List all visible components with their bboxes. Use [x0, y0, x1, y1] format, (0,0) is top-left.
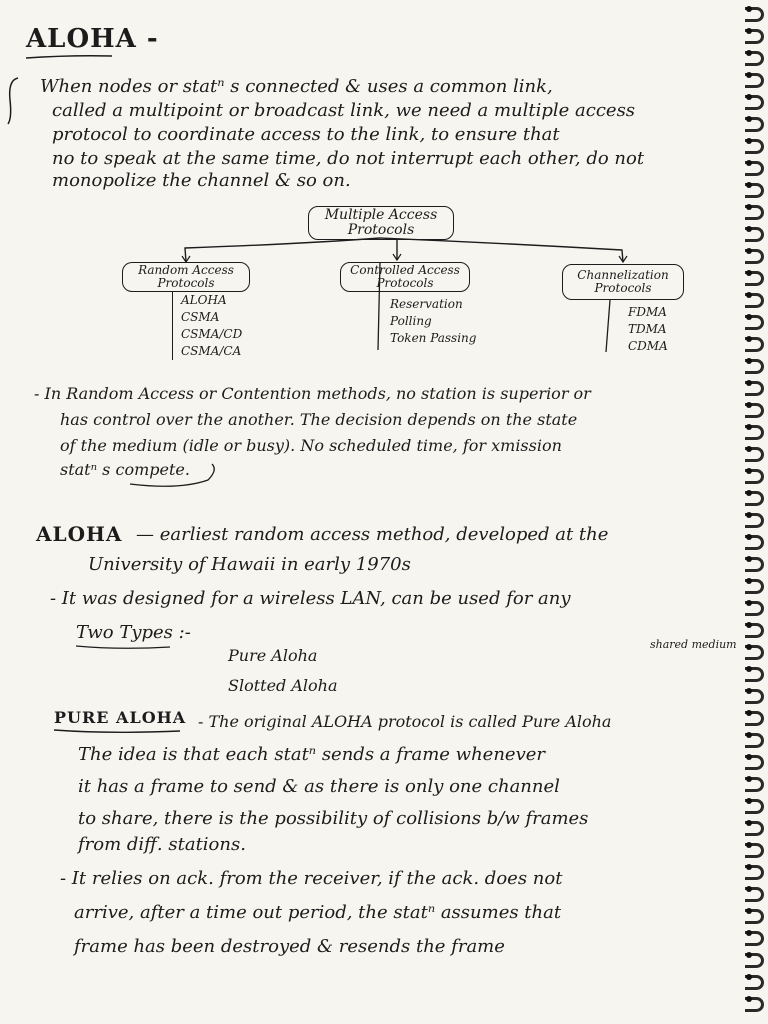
types-label: Two Types :-: [76, 622, 191, 643]
list-item: Token Passing: [390, 331, 477, 345]
list-item: ALOHA: [181, 293, 227, 307]
note-line: has control over the another. The decision depends on the state: [60, 410, 578, 429]
root-label-line1: Multiple Access: [324, 207, 438, 224]
root-label-line2: Protocols: [347, 222, 415, 238]
pure-line: The idea is that each statⁿ sends a frame whenever: [78, 744, 545, 765]
page-title: ALOHA -: [26, 24, 159, 54]
list-item: CDMA: [628, 339, 668, 353]
pure-line: it has a frame to send & as there is only one channel: [78, 776, 560, 797]
list-item: FDMA: [628, 305, 667, 319]
aloha-line: - It was designed for a wireless LAN, can be used for any: [50, 588, 571, 609]
list-item: Polling: [390, 314, 432, 328]
aloha-side-note: shared medium: [650, 638, 737, 651]
channel-title-line2: Protocols: [594, 281, 652, 295]
intro-line: monopolize the channel & so on.: [52, 170, 351, 191]
intro-line: When nodes or statⁿ s connected & uses a common link,: [40, 76, 553, 97]
list-item: CSMA/CD: [181, 327, 243, 341]
list-item: Reservation: [390, 297, 463, 311]
pure-line: - It relies on ack. from the receiver, if the ack. does not: [60, 868, 563, 889]
type-item: Pure Aloha: [228, 646, 318, 665]
note-line: statⁿ s compete.: [60, 460, 190, 479]
pure-line: from diff. stations.: [78, 834, 246, 855]
pure-line: to share, there is the possibility of collisions b/w frames: [78, 808, 589, 829]
intro-line: no to speak at the same time, do not interrupt each other, do not: [52, 148, 645, 169]
intro-line: protocol to coordinate access to the link, to ensure that: [52, 124, 560, 145]
intro-line: called a multipoint or broadcast link, we need a multiple access: [52, 100, 636, 121]
list-item: CSMA/CA: [181, 344, 242, 358]
pure-line: arrive, after a time out period, the statⁿ assumes that: [74, 902, 562, 923]
aloha-line: — earliest random access method, developed at the: [136, 524, 609, 545]
list-item: CSMA: [181, 310, 220, 324]
channel-title-line1: Channelization: [577, 268, 669, 283]
controlled-title-line2: Protocols: [376, 276, 434, 290]
random-title-line1: Random Access: [138, 263, 234, 278]
pure-aloha-heading: PURE ALOHA: [54, 708, 187, 727]
random-title-line2: Protocols: [157, 276, 215, 290]
note-line: of the medium (idle or busy). No scheduled time, for xmission: [60, 436, 562, 455]
pure-line: - The original ALOHA protocol is called Pure Aloha: [198, 712, 612, 731]
pure-line: frame has been destroyed & resends the frame: [74, 936, 505, 957]
type-item: Slotted Aloha: [228, 676, 338, 695]
note-line: - In Random Access or Contention methods, no station is superior or: [34, 384, 591, 403]
controlled-title-line1: Controlled Access: [350, 263, 460, 278]
list-item: TDMA: [628, 322, 667, 336]
aloha-heading: ALOHA: [36, 522, 123, 546]
aloha-line: University of Hawaii in early 1970s: [88, 554, 411, 575]
